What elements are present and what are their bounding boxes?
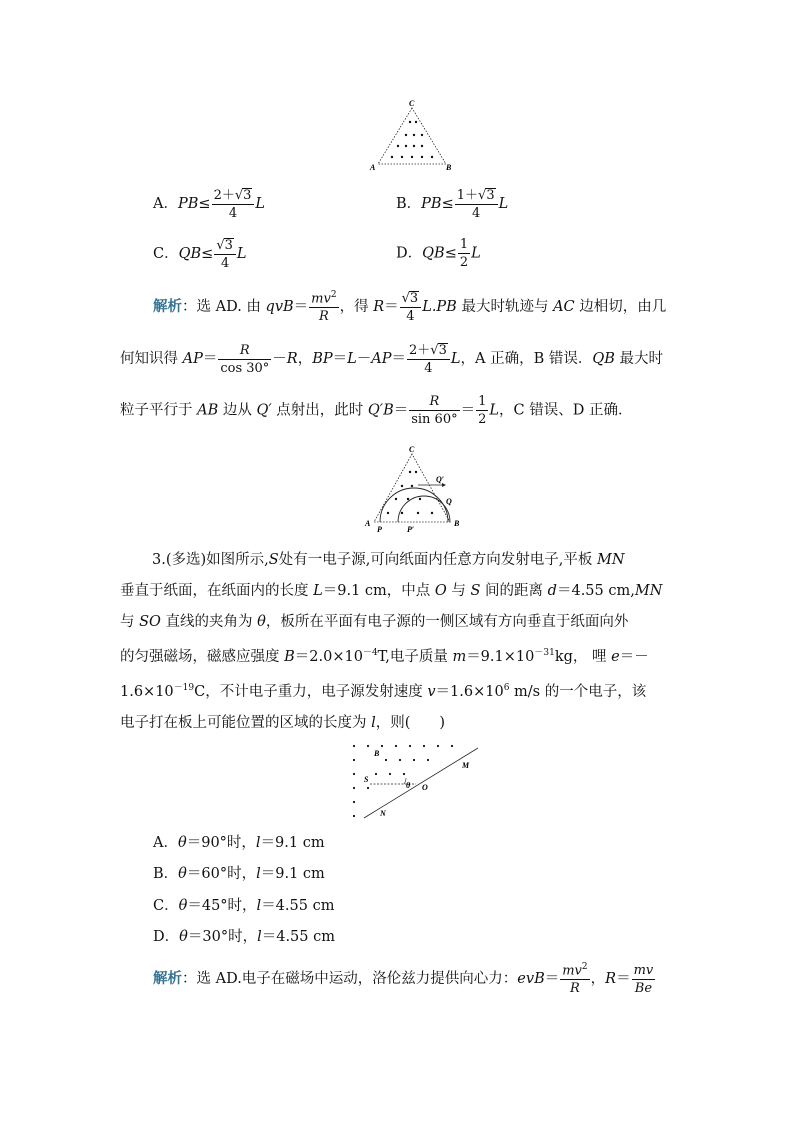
label-c: C	[409, 445, 415, 454]
option-3b: B．θ＝60°时，l＝9.1 cm	[153, 866, 325, 882]
label-p: P	[377, 525, 382, 534]
solution-line-2: 何知识得 AP＝ $\frac{R}{\cos 30^\circ}$ －R，BP＝L－AP＝ $\frac{2+√3}{4}$ L，A 正确，B 错误．QB 最大时	[120, 342, 664, 376]
arc-large	[380, 488, 448, 522]
label-a: A	[370, 163, 376, 172]
fraction: $\frac{1+√3}{4}$	[455, 188, 498, 220]
label-q: Q	[446, 497, 452, 506]
label-s: S	[364, 775, 369, 784]
label-m: M	[462, 761, 470, 770]
option-b: B．PB≤ $\frac{1+√3}{4}$ L	[396, 188, 509, 221]
figure-triangle	[368, 98, 458, 174]
fraction: $\frac{mv^2}{R}$	[311, 290, 337, 325]
fraction: $\frac{R}{\sin 60^\circ}$	[411, 394, 458, 427]
solution-line-3: 粒子平行于 AB 边从 Q′ 点射出，此时 Q′B＝ $\frac{R}{\sin 60^\circ}$ ＝ $\frac{1}{2}$ L，C 错误、D 正确．	[120, 394, 633, 427]
fraction: $\frac{√3}{4}$	[400, 291, 422, 323]
option-3d: D．θ＝30°时，l＝4.55 cm	[153, 929, 335, 945]
option-a: A．PB≤ $\frac{2+√3}{4}$ L	[153, 188, 266, 221]
label-a: A	[365, 519, 371, 528]
fraction: $\frac{2+√3}{4}$	[407, 343, 450, 375]
solution-label: 解析	[153, 298, 182, 316]
figure-plate-field	[346, 738, 484, 822]
fraction: $\frac{2+√3}{4}$	[212, 188, 255, 220]
label-b: B	[446, 163, 452, 172]
option-3c: C．θ＝45°时，l＝4.55 cm	[153, 898, 335, 914]
option-3a: A．θ＝90°时，l＝9.1 cm	[153, 835, 325, 851]
plate-mn	[364, 748, 478, 818]
label-q-prime: Q′	[436, 475, 445, 484]
label-b: B	[454, 519, 460, 528]
fraction: $\frac{√3}{4}$	[214, 238, 236, 270]
triangle-outline	[378, 108, 446, 164]
fraction: $\frac{1}{2}$	[459, 237, 469, 270]
option-d: D．QB≤ $\frac{1}{2}$ L	[396, 237, 481, 270]
solution-3-line-1: 解析：选 AD.电子在磁场中运动，洛伦兹力提供向心力：evB＝ $\frac{mv^2}{R}$ ，R＝ $\frac{mv}{Be}$	[153, 962, 654, 997]
fraction: $\frac{R}{\cos 30^\circ}$	[220, 342, 270, 376]
option-c: C．QB≤ $\frac{√3}{4}$ L	[153, 238, 247, 271]
label-b: B	[374, 749, 380, 758]
solution-label: 解析	[153, 970, 182, 988]
fraction: $\frac{mv^2}{R}$	[562, 962, 588, 997]
label-c: C	[409, 99, 415, 108]
figure-triangle-arcs	[362, 442, 470, 534]
label-theta: θ	[406, 781, 411, 790]
arc-small	[398, 496, 450, 522]
field-dots	[391, 121, 433, 158]
fraction: $\frac{1}{2}$	[478, 394, 487, 427]
label-o: O	[422, 783, 428, 792]
question-3: 3.(多选)如图所示,S处有一电子源,可向纸面内任意方向发射电子,平板 MN 垂直于纸面，在纸面内的长度 L＝9.1 cm，中点 O 与 S 间的距离 d＝4.55 cm,MN 与 SO 直线的夹角为 θ，板所在平面有电子源的一侧区域有方向垂直于纸面向外 的匀强磁场，磁感应强度 $B=2.0\times 10^{-4}T$,电子质量 $m=9.1\times 10^{-31}kg$， 哩 e＝－ $1.6\times 10^{-19}C$，不计电子重力，电子源发射速度 $v=1.6\times 10^6$ m/s 的一个电子，该 电子打在板上可能位置的区域的长度为 l，则( )	[120, 552, 663, 731]
label-p-prime: P′	[407, 525, 415, 534]
field-dots	[387, 471, 433, 514]
solution-line-1: 解析：选 AD. 由 qvB＝ $\frac{mv^2}{R}$ ，得 R＝ $\frac{√3}{4}$ L.PB 最大时轨迹与 AC 边相切，由几	[153, 290, 667, 325]
label-n: N	[380, 809, 386, 818]
fraction: $\frac{mv}{Be}$	[633, 962, 654, 996]
